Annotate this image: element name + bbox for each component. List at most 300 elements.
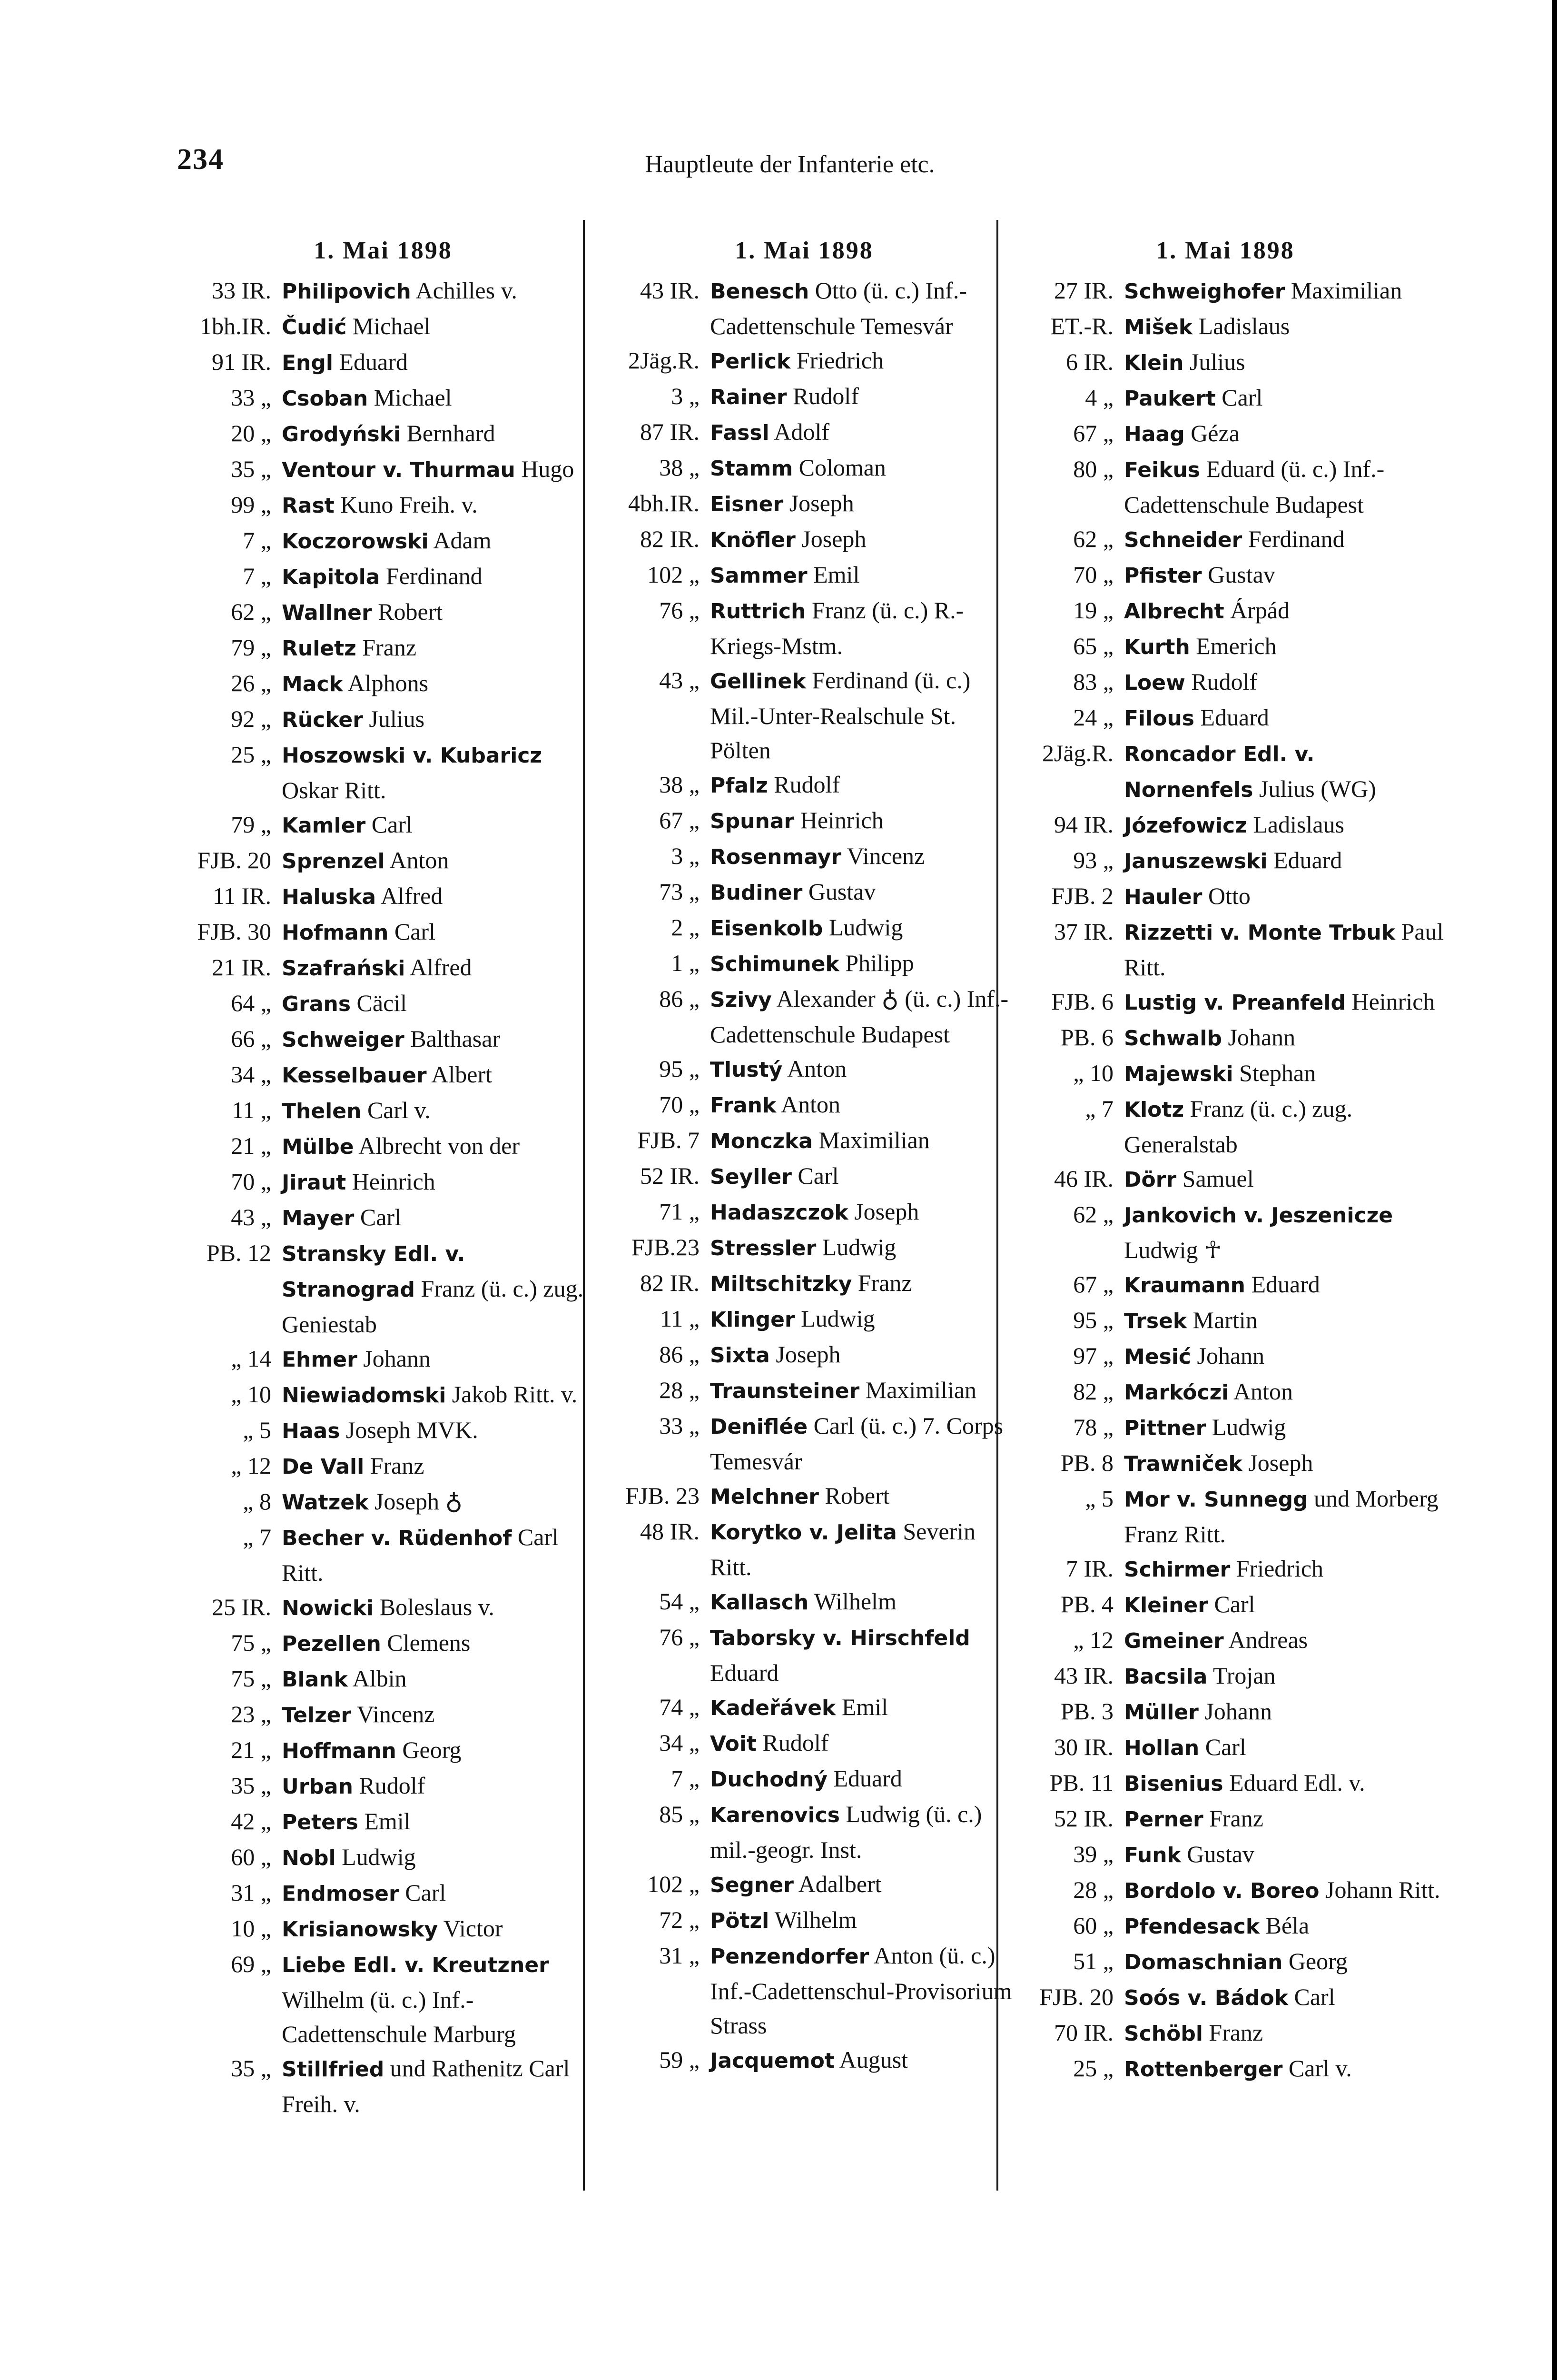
list-item bbox=[1004, 309, 1447, 345]
entry-text bbox=[282, 452, 604, 487]
unit-reference: 94 IR. bbox=[1054, 811, 1114, 838]
officer-surname: Miltschitzky bbox=[710, 1272, 852, 1296]
unit-reference: 34 „ bbox=[659, 1729, 700, 1756]
unit-reference: 64 „ bbox=[231, 990, 271, 1016]
officer-details: Ludwig bbox=[823, 914, 903, 941]
officer-details: Trojan bbox=[1207, 1662, 1276, 1689]
unit-reference: 75 „ bbox=[231, 1665, 271, 1692]
entry-text bbox=[1124, 1873, 1447, 1908]
list-item bbox=[162, 1377, 604, 1413]
officer-details: Eduard (ü. c.) Inf.-Cadettenschule Budapest bbox=[1124, 456, 1385, 518]
officer-surname: De Vall bbox=[282, 1455, 365, 1479]
unit-reference: 20 „ bbox=[231, 420, 271, 446]
officer-details: Adolf bbox=[769, 418, 830, 445]
entry-text bbox=[282, 559, 604, 595]
running-title: Hauptleute der Infanterie etc. bbox=[645, 151, 935, 178]
unit-reference: 33 IR. bbox=[212, 277, 271, 304]
list-item bbox=[1004, 1056, 1447, 1091]
officer-surname: Čudić bbox=[282, 315, 347, 339]
officer-surname: Müller bbox=[1124, 1700, 1199, 1725]
list-item bbox=[590, 522, 1018, 557]
list-item bbox=[590, 1797, 1018, 1867]
list-item bbox=[590, 1087, 1018, 1123]
entry-text bbox=[710, 1159, 1018, 1194]
officer-details: Joseph bbox=[795, 526, 867, 552]
list-item bbox=[1004, 522, 1447, 557]
list-item bbox=[1004, 380, 1447, 416]
entry-text bbox=[710, 663, 1018, 767]
officer-details: Vincenz bbox=[841, 843, 925, 869]
officer-details: Gustav bbox=[802, 878, 876, 905]
list-item bbox=[1004, 1410, 1447, 1446]
entry-text bbox=[710, 1690, 1018, 1726]
unit-reference: 86 „ bbox=[659, 1341, 700, 1368]
officer-details: Ferdinand (ü. c.) Mil.-Unter-Realschule St. Pölten bbox=[710, 667, 971, 764]
entry-text bbox=[282, 807, 604, 843]
list-item bbox=[162, 1733, 604, 1768]
officer-surname: Nowicki bbox=[282, 1596, 374, 1620]
list-item bbox=[590, 839, 1018, 874]
officer-surname: Eisenkolb bbox=[710, 916, 823, 941]
officer-surname: Dörr bbox=[1124, 1168, 1177, 1192]
list-item bbox=[1004, 1551, 1447, 1587]
list-item bbox=[590, 557, 1018, 593]
unit-reference: „ 12 bbox=[231, 1452, 271, 1479]
officer-details: Franz bbox=[356, 634, 417, 661]
unit-reference: 79 „ bbox=[231, 811, 271, 838]
page-number: 234 bbox=[177, 143, 224, 176]
unit-reference: 48 IR. bbox=[640, 1518, 700, 1545]
unit-reference: 102 „ bbox=[647, 1871, 700, 1897]
unit-reference: 21 IR. bbox=[212, 954, 271, 981]
officer-surname: Markóczi bbox=[1124, 1380, 1229, 1405]
officer-surname: Voit bbox=[710, 1732, 757, 1756]
unit-reference: 79 „ bbox=[231, 634, 271, 661]
list-item bbox=[1004, 1446, 1447, 1481]
officer-surname: Ehmer bbox=[282, 1348, 357, 1372]
entry-text bbox=[282, 1590, 604, 1626]
entry-text bbox=[710, 2043, 1018, 2078]
list-item bbox=[590, 1408, 1018, 1478]
unit-reference: 43 IR. bbox=[1054, 1662, 1114, 1689]
entry-text bbox=[710, 522, 1018, 557]
officer-details: Eduard bbox=[1245, 1271, 1320, 1298]
officer-details: Coloman bbox=[793, 454, 886, 481]
officer-details: Clemens bbox=[381, 1629, 471, 1656]
officer-details: Johann bbox=[1191, 1342, 1265, 1369]
list-item bbox=[1004, 914, 1447, 984]
entry-text bbox=[710, 450, 1018, 486]
officer-surname: Pfendesack bbox=[1124, 1914, 1260, 1939]
officer-details: Gustav bbox=[1181, 1841, 1254, 1867]
entry-text bbox=[1124, 557, 1447, 593]
unit-reference: 38 „ bbox=[659, 454, 700, 481]
entry-list bbox=[590, 273, 1018, 2078]
officer-details: Emil bbox=[836, 1694, 888, 1720]
officer-details: Ferdinand bbox=[1242, 526, 1345, 552]
list-item bbox=[162, 1093, 604, 1129]
officer-details: Joseph MVK. bbox=[340, 1417, 478, 1443]
officer-details: Otto (ü. c.) Inf.-Cadettenschule Temesvár bbox=[710, 277, 967, 339]
list-item bbox=[590, 1867, 1018, 1903]
list-item bbox=[590, 379, 1018, 415]
entry-text bbox=[1124, 1658, 1447, 1694]
unit-reference: „ 5 bbox=[243, 1417, 271, 1443]
entry-text bbox=[710, 415, 1018, 450]
entry-text bbox=[282, 380, 604, 416]
officer-surname: Seyller bbox=[710, 1165, 792, 1189]
unit-reference: 25 IR. bbox=[212, 1594, 271, 1620]
officer-surname: Grodyński bbox=[282, 422, 401, 446]
list-item bbox=[590, 1690, 1018, 1726]
list-item bbox=[162, 630, 604, 666]
officer-surname: Perlick bbox=[710, 349, 791, 374]
unit-reference: 43 „ bbox=[659, 667, 700, 694]
entry-text bbox=[1124, 1765, 1447, 1801]
officer-details: Anton (ü. c.) Inf.-Cadettenschul-Provisorium Strass bbox=[710, 1942, 1012, 2039]
unit-reference: 35 „ bbox=[231, 1772, 271, 1799]
entry-text bbox=[710, 1337, 1018, 1373]
officer-surname: Ventour v. Thurmau bbox=[282, 458, 515, 482]
entry-text bbox=[1124, 1694, 1447, 1730]
officer-surname: Mack bbox=[282, 672, 343, 696]
column-heading: 1. Mai 1898 bbox=[735, 237, 874, 264]
entry-text bbox=[1124, 1161, 1447, 1197]
entry-text bbox=[1124, 1908, 1447, 1944]
officer-surname: Haluska bbox=[282, 885, 376, 909]
officer-details: Julius bbox=[363, 705, 425, 732]
unit-reference: 2Jäg.R. bbox=[1042, 740, 1114, 766]
list-item bbox=[162, 1164, 604, 1200]
list-item bbox=[1004, 1339, 1447, 1374]
officer-details: Carl bbox=[1288, 1983, 1335, 2010]
officer-details: Michael bbox=[368, 384, 452, 411]
list-item bbox=[1004, 700, 1447, 736]
officer-details: Ludwig bbox=[816, 1234, 897, 1260]
officer-surname: Ruletz bbox=[282, 636, 356, 661]
entry-text bbox=[1124, 1410, 1447, 1446]
unit-reference: „ 10 bbox=[1073, 1060, 1114, 1086]
officer-surname: Funk bbox=[1124, 1843, 1181, 1867]
officer-surname: Tlustý bbox=[710, 1058, 783, 1082]
list-item bbox=[162, 1626, 604, 1661]
officer-surname: Bisenius bbox=[1124, 1772, 1223, 1796]
officer-surname: Peters bbox=[282, 1810, 358, 1835]
entry-text bbox=[1124, 1374, 1447, 1410]
officer-surname: Hoffmann bbox=[282, 1739, 396, 1763]
entry-text bbox=[282, 737, 604, 807]
list-item bbox=[1004, 1801, 1447, 1837]
officer-details: Anton bbox=[384, 847, 449, 873]
officer-surname: Hofmann bbox=[282, 921, 389, 945]
officer-surname: Rainer bbox=[710, 385, 787, 409]
officer-surname: Rast bbox=[282, 494, 335, 518]
unit-reference: FJB. 23 bbox=[625, 1482, 700, 1509]
unit-reference: 74 „ bbox=[659, 1694, 700, 1720]
officer-details: Stephan bbox=[1233, 1060, 1316, 1086]
list-item bbox=[162, 380, 604, 416]
officer-surname: Hollan bbox=[1124, 1736, 1200, 1760]
unit-reference: 10 „ bbox=[231, 1915, 271, 1942]
entry-text bbox=[710, 1266, 1018, 1301]
list-item bbox=[590, 1584, 1018, 1620]
unit-reference: 4 „ bbox=[1085, 384, 1114, 411]
list-item bbox=[590, 1230, 1018, 1266]
list-item bbox=[590, 1301, 1018, 1337]
unit-reference: 76 „ bbox=[659, 1624, 700, 1650]
list-item bbox=[590, 767, 1018, 803]
list-item bbox=[1004, 1161, 1447, 1197]
officer-details: Franz (ü. c.) R.-Kriegs-Mstm. bbox=[710, 597, 964, 659]
entry-text bbox=[1124, 1197, 1447, 1267]
officer-details: Georg bbox=[396, 1736, 462, 1763]
officer-details: Carl bbox=[1208, 1591, 1255, 1617]
officer-details: Andreas bbox=[1223, 1626, 1308, 1653]
list-item bbox=[162, 1804, 604, 1840]
entry-text bbox=[282, 595, 604, 630]
entry-text bbox=[1124, 629, 1447, 664]
list-item bbox=[590, 946, 1018, 982]
officer-details: Heinrich bbox=[1345, 988, 1435, 1015]
list-item bbox=[162, 986, 604, 1021]
list-item bbox=[162, 1236, 604, 1341]
entry-list bbox=[162, 273, 604, 2121]
list-item bbox=[590, 1194, 1018, 1230]
entry-text bbox=[1124, 522, 1447, 557]
officer-surname: Haag bbox=[1124, 422, 1185, 446]
officer-surname: Grans bbox=[282, 992, 351, 1016]
officer-surname: Albrecht bbox=[1124, 599, 1224, 624]
officer-surname: Schöbl bbox=[1124, 2022, 1203, 2046]
entry-text bbox=[710, 1478, 1018, 1514]
officer-details: Géza bbox=[1184, 420, 1240, 446]
unit-reference: ET.-R. bbox=[1050, 313, 1114, 339]
entry-text bbox=[282, 1093, 604, 1129]
list-item bbox=[162, 1911, 604, 1947]
officer-surname: Kurth bbox=[1124, 635, 1190, 659]
officer-details: Eduard bbox=[827, 1765, 902, 1792]
officer-details: Boleslaus v. bbox=[374, 1594, 494, 1620]
officer-surname: Soós v. Bádok bbox=[1124, 1986, 1288, 2010]
unit-reference: 28 „ bbox=[1073, 1876, 1114, 1903]
list-item bbox=[590, 1373, 1018, 1408]
unit-reference: 66 „ bbox=[231, 1025, 271, 1052]
officer-details: Franz bbox=[852, 1269, 912, 1296]
officer-details: Ladislaus bbox=[1192, 313, 1290, 339]
officer-surname: Jiraut bbox=[282, 1170, 346, 1195]
unit-reference: 59 „ bbox=[659, 2046, 700, 2073]
entry-text bbox=[282, 1200, 604, 1236]
officer-surname: Trsek bbox=[1124, 1309, 1187, 1333]
officer-surname: Stillfried bbox=[282, 2057, 384, 2082]
officer-details: Franz (ü. c.) zug. Geniestab bbox=[282, 1275, 584, 1338]
officer-details: Balthasar bbox=[404, 1025, 501, 1052]
entry-text bbox=[1124, 416, 1447, 452]
list-item bbox=[162, 487, 604, 523]
list-item bbox=[1004, 273, 1447, 309]
officer-details: Hugo bbox=[515, 456, 574, 482]
officer-surname: Szafrański bbox=[282, 956, 405, 981]
list-item bbox=[162, 807, 604, 843]
entry-text bbox=[282, 1129, 604, 1164]
list-item bbox=[1004, 879, 1447, 914]
unit-reference: 82 IR. bbox=[640, 526, 700, 552]
officer-surname: Sixta bbox=[710, 1343, 770, 1368]
officer-surname: Stressler bbox=[710, 1236, 817, 1260]
list-item bbox=[590, 415, 1018, 450]
entry-text bbox=[282, 1768, 604, 1804]
entry-text bbox=[282, 1661, 604, 1697]
officer-details: Johann bbox=[357, 1345, 431, 1372]
entry-text bbox=[282, 1236, 604, 1341]
officer-details: Ludwig bbox=[1206, 1414, 1286, 1440]
unit-reference: 31 „ bbox=[231, 1879, 271, 1906]
officer-surname: Frank bbox=[710, 1093, 777, 1118]
officer-surname: Kallasch bbox=[710, 1590, 809, 1615]
officer-surname: Pittner bbox=[1124, 1416, 1206, 1440]
list-item bbox=[162, 416, 604, 452]
entry-text bbox=[1124, 1303, 1447, 1339]
unit-reference: „ 12 bbox=[1073, 1626, 1114, 1653]
officer-details: Carl bbox=[365, 811, 413, 838]
unit-reference: FJB. 2 bbox=[1051, 883, 1114, 909]
unit-reference: „ 8 bbox=[243, 1488, 271, 1515]
entry-text bbox=[710, 946, 1018, 982]
officer-surname: Stransky Edl. v. Stranograd bbox=[282, 1242, 465, 1302]
officer-surname: Mor v. Sunnegg bbox=[1124, 1488, 1308, 1512]
unit-reference: 99 „ bbox=[231, 491, 271, 518]
officer-surname: Bacsila bbox=[1124, 1665, 1208, 1689]
unit-reference: 1bh.IR. bbox=[200, 313, 271, 339]
officer-details: Robert bbox=[818, 1482, 890, 1509]
entry-text bbox=[282, 1413, 604, 1448]
unit-reference: 91 IR. bbox=[212, 348, 271, 375]
entry-text bbox=[710, 1620, 1018, 1690]
list-item bbox=[590, 1337, 1018, 1373]
unit-reference: 39 „ bbox=[1073, 1841, 1114, 1867]
entry-text bbox=[282, 273, 604, 309]
entry-text bbox=[710, 379, 1018, 415]
entry-text bbox=[710, 1230, 1018, 1266]
officer-details: Bernhard bbox=[401, 420, 495, 446]
unit-reference: 33 „ bbox=[231, 384, 271, 411]
officer-details: Heinrich bbox=[794, 807, 884, 833]
entry-text bbox=[1124, 593, 1447, 629]
entry-text bbox=[282, 1341, 604, 1377]
officer-surname: Klinger bbox=[710, 1308, 795, 1332]
list-item bbox=[162, 1021, 604, 1057]
officer-details: August bbox=[834, 2046, 908, 2073]
entry-list bbox=[1004, 273, 1447, 2087]
entry-text bbox=[282, 1840, 604, 1875]
unit-reference: 62 „ bbox=[231, 598, 271, 625]
officer-details: Carl bbox=[1199, 1734, 1246, 1760]
list-item bbox=[590, 1123, 1018, 1159]
list-item bbox=[1004, 1374, 1447, 1410]
list-item bbox=[162, 1840, 604, 1875]
entry-text bbox=[282, 416, 604, 452]
officer-details: Philipp bbox=[839, 950, 914, 976]
entry-text bbox=[710, 486, 1018, 522]
officer-details: Carl v. bbox=[361, 1097, 431, 1123]
officer-surname: Hadaszczok bbox=[710, 1200, 848, 1225]
list-item bbox=[162, 1875, 604, 1911]
unit-reference: 82 „ bbox=[1073, 1378, 1114, 1405]
entry-text bbox=[710, 1123, 1018, 1159]
officer-surname: Bordolo v. Boreo bbox=[1124, 1879, 1320, 1903]
list-item bbox=[162, 950, 604, 986]
list-item bbox=[162, 1484, 604, 1520]
officer-surname: Domaschnian bbox=[1124, 1950, 1283, 1974]
officer-surname: Nobl bbox=[282, 1846, 336, 1870]
list-item bbox=[1004, 664, 1447, 700]
officer-details: Ludwig (ü. c.) mil.-geogr. Inst. bbox=[710, 1801, 982, 1863]
list-item bbox=[162, 523, 604, 559]
officer-surname: Gmeiner bbox=[1124, 1629, 1224, 1653]
unit-reference: 35 „ bbox=[231, 456, 271, 482]
unit-reference: 7 „ bbox=[671, 1765, 700, 1792]
list-item bbox=[1004, 1980, 1447, 2015]
list-item bbox=[590, 450, 1018, 486]
list-item bbox=[162, 345, 604, 380]
officer-surname: Niewiadomski bbox=[282, 1383, 446, 1408]
entry-text bbox=[1124, 1339, 1447, 1374]
unit-reference: 51 „ bbox=[1073, 1948, 1114, 1974]
list-item bbox=[590, 1726, 1018, 1761]
list-item bbox=[590, 1051, 1018, 1087]
list-item bbox=[162, 1129, 604, 1164]
entry-text bbox=[710, 557, 1018, 593]
officer-surname: Kleiner bbox=[1124, 1593, 1208, 1617]
officer-surname: Jankovich v. Jeszenicze bbox=[1124, 1203, 1393, 1228]
entry-text bbox=[282, 1626, 604, 1661]
unit-reference: 34 „ bbox=[231, 1061, 271, 1088]
officer-details: Friedrich bbox=[790, 347, 884, 374]
officer-surname: Józefowicz bbox=[1124, 813, 1247, 838]
list-item bbox=[162, 1413, 604, 1448]
entry-text bbox=[710, 1514, 1018, 1584]
list-item bbox=[162, 273, 604, 309]
entry-text bbox=[1124, 380, 1447, 416]
unit-reference: 70 IR. bbox=[1054, 2019, 1114, 2046]
officer-surname: Klein bbox=[1124, 351, 1184, 375]
entry-text bbox=[1124, 879, 1447, 914]
column-left bbox=[162, 234, 604, 2121]
entry-text bbox=[282, 2051, 604, 2121]
officer-details: Oskar Ritt. bbox=[282, 777, 386, 803]
entry-text bbox=[1124, 1551, 1447, 1587]
unit-reference: FJB. 6 bbox=[1051, 988, 1114, 1015]
unit-reference: 92 „ bbox=[231, 705, 271, 732]
officer-surname: Majewski bbox=[1124, 1062, 1233, 1086]
officer-details: Ferdinand bbox=[380, 563, 483, 589]
entry-text bbox=[1124, 1091, 1447, 1161]
officer-details: Eduard Edl. v. bbox=[1223, 1769, 1365, 1796]
officer-surname: Karenovics bbox=[710, 1803, 840, 1827]
officer-details: Anton bbox=[776, 1091, 840, 1118]
officer-surname: Roncador Edl. v. Nornenfels bbox=[1124, 742, 1315, 802]
officer-surname: Schweighofer bbox=[1124, 279, 1285, 304]
officer-surname: Stamm bbox=[710, 456, 793, 481]
entry-text bbox=[282, 914, 604, 950]
list-item bbox=[162, 559, 604, 595]
entry-text bbox=[710, 1301, 1018, 1337]
list-item bbox=[162, 1200, 604, 1236]
unit-reference: 62 „ bbox=[1073, 526, 1114, 552]
unit-reference: 43 „ bbox=[231, 1204, 271, 1230]
officer-surname: Philipovich bbox=[282, 279, 411, 304]
officer-surname: Knöfler bbox=[710, 528, 796, 552]
